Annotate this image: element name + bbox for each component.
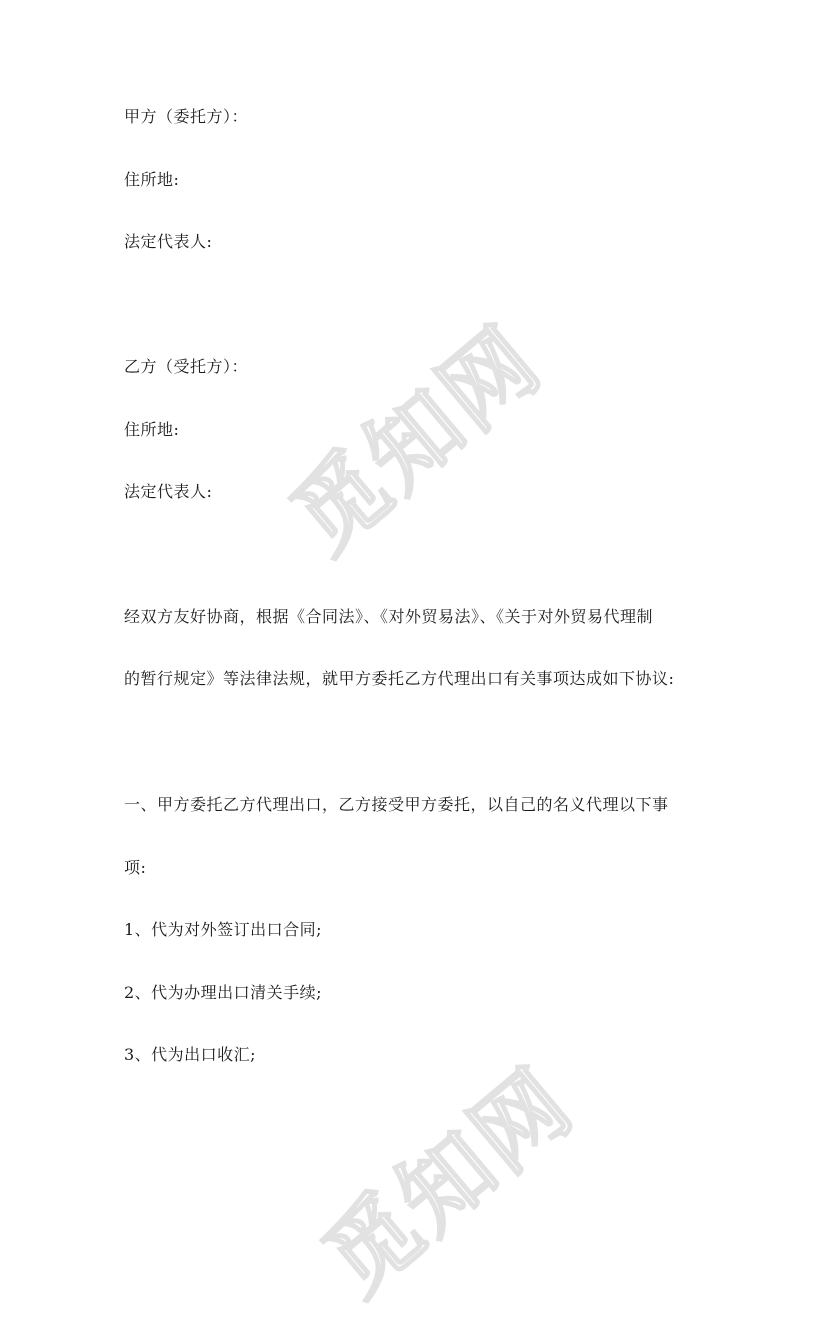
- clause-1-line-1: 一、甲方委托乙方代理出口，乙方接受甲方委托，以自己的名义代理以下事: [124, 795, 669, 814]
- list-item: 3、代为出口收汇;: [124, 1045, 257, 1064]
- preamble-line-2: 的暂行规定》等法律法规，就甲方委托乙方代理出口有关事项达成如下协议:: [124, 669, 675, 688]
- preamble-line-1: 经双方友好协商，根据《合同法》、《对外贸易法》、《关于对外贸易代理制: [124, 607, 654, 626]
- list-item: 1、代为对外签订出口合同;: [124, 920, 323, 939]
- party-b-representative-label: 法定代表人:: [124, 482, 213, 501]
- party-a-title: 甲方（委托方）：: [124, 107, 249, 126]
- party-a-representative-label: 法定代表人:: [124, 232, 213, 251]
- party-a-address-label: 住所地:: [124, 170, 180, 189]
- clause-1-line-2: 项:: [124, 858, 147, 877]
- list-item: 2、代为办理出口清关手续;: [124, 983, 323, 1002]
- watermark-logo: 觅知网: [272, 306, 562, 574]
- party-b-address-label: 住所地:: [124, 420, 180, 439]
- watermark-logo: 觅知网: [304, 1048, 594, 1316]
- party-b-title: 乙方（受托方）：: [124, 357, 249, 376]
